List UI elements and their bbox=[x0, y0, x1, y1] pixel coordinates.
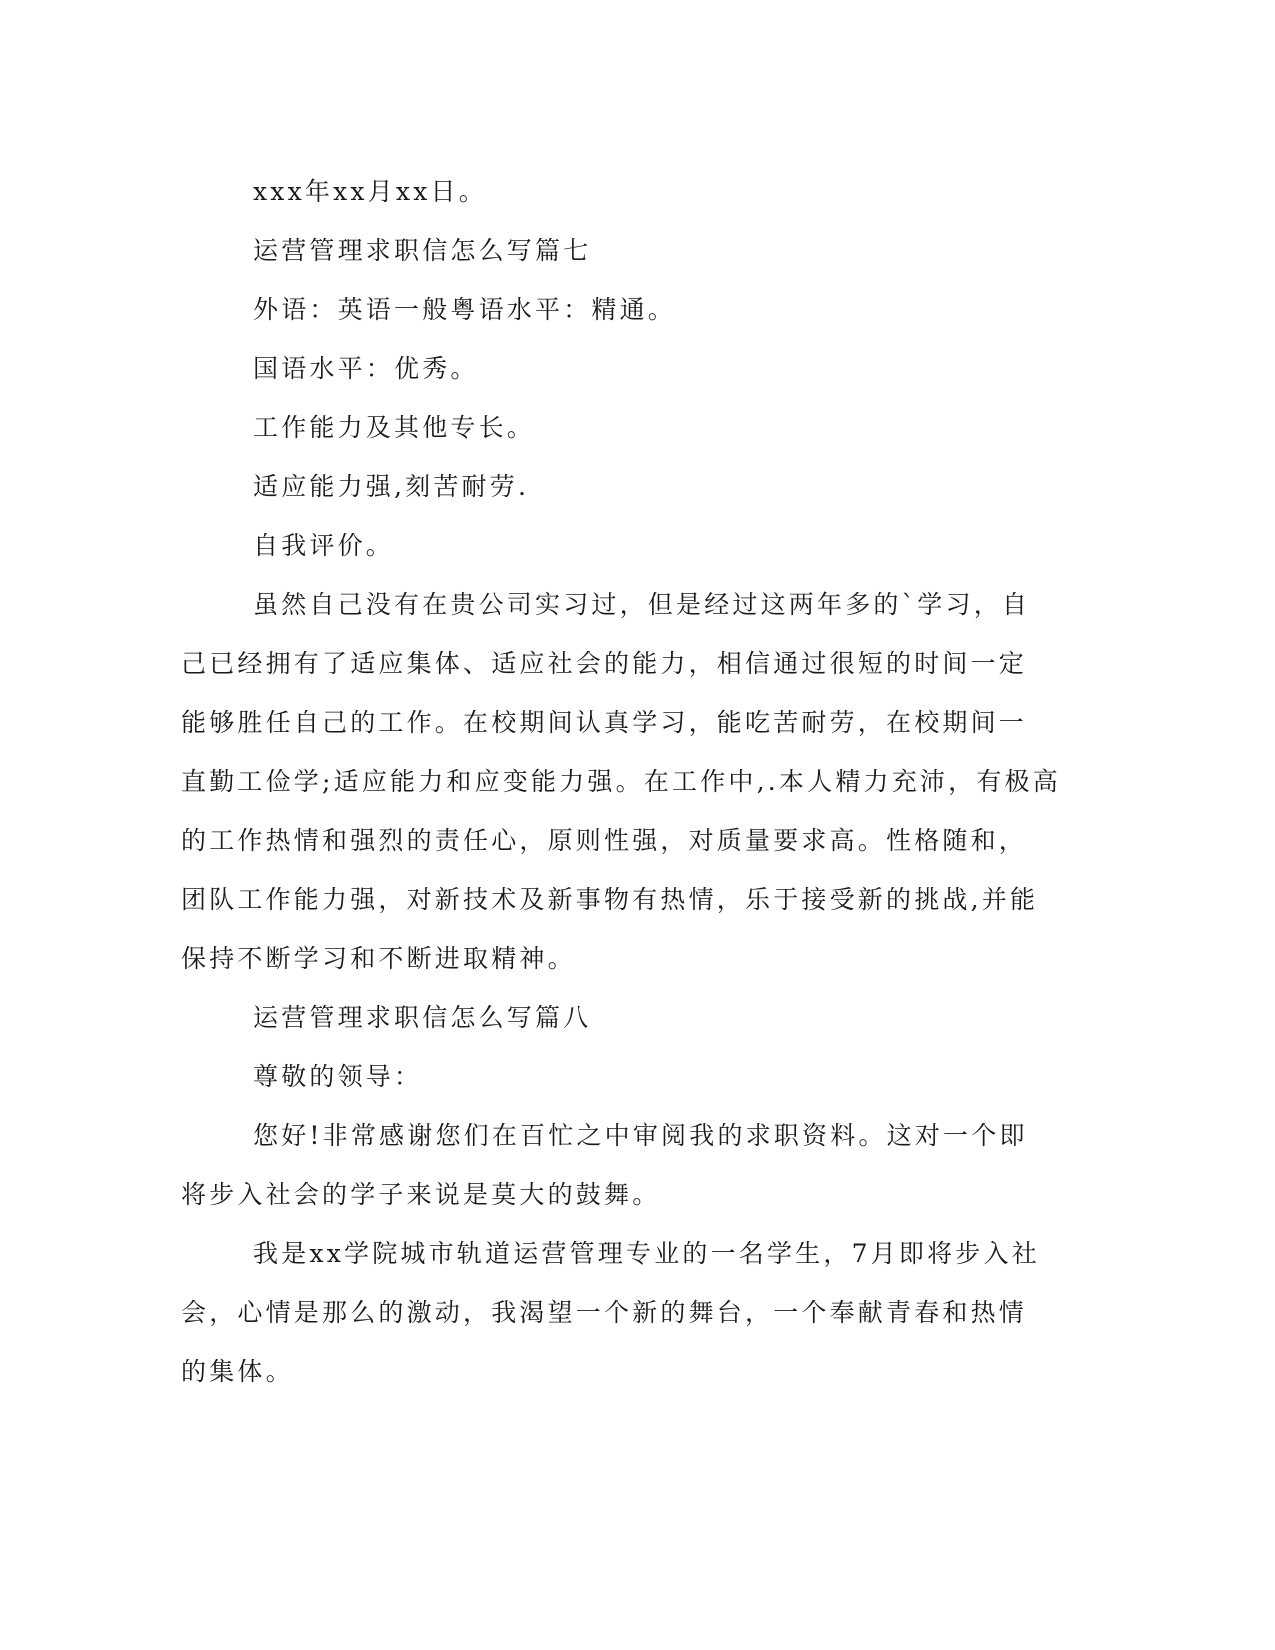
skills-line: 适应能力强,刻苦耐劳. bbox=[253, 472, 530, 501]
thanks-paragraph bbox=[181, 1106, 1041, 1224]
date-line: xxx年xx月xx日。 bbox=[253, 177, 487, 206]
paragraph-line: 直勤工俭学;适应能力和应变能力强。在工作中,.本人精力充沛，有极高 bbox=[181, 767, 1061, 796]
self-evaluation-heading: 自我评价。 bbox=[253, 531, 395, 560]
paragraph-line: 保持不断学习和不断进取精神。 bbox=[181, 944, 576, 973]
document-body bbox=[181, 162, 1061, 1401]
section-heading-7: 运营管理求职信怎么写篇七 bbox=[253, 236, 592, 265]
section-heading-8: 运营管理求职信怎么写篇八 bbox=[253, 1003, 592, 1032]
paragraph-line: 会，心情是那么的激动，我渴望一个新的舞台，一个奉献青春和热情 bbox=[181, 1298, 1028, 1327]
paragraph-line: 团队工作能力强，对新技术及新事物有热情，乐于接受新的挑战,并能 bbox=[181, 885, 1039, 914]
salutation: 尊敬的领导： bbox=[253, 1062, 423, 1091]
foreign-language-line: 外语：英语一般粤语水平：精通。 bbox=[253, 295, 677, 324]
paragraph-line: 将步入社会的学子来说是莫大的鼓舞。 bbox=[181, 1180, 661, 1209]
paragraph-line: 您好!非常感谢您们在百忙之中审阅我的求职资料。这对一个即 bbox=[253, 1121, 1028, 1150]
paragraph-line: 能够胜任自己的工作。在校期间认真学习，能吃苦耐劳，在校期间一 bbox=[181, 708, 1028, 737]
self-evaluation-paragraph bbox=[181, 575, 1061, 988]
paragraph-line: 我是xx学院城市轨道运营管理专业的一名学生，7月即将步入社 bbox=[253, 1239, 1040, 1268]
skills-heading: 工作能力及其他专长。 bbox=[253, 413, 536, 442]
paragraph-line: 的集体。 bbox=[181, 1357, 294, 1386]
mandarin-level-line: 国语水平：优秀。 bbox=[253, 354, 479, 383]
paragraph-line: 己已经拥有了适应集体、适应社会的能力，相信通过很短的时间一定 bbox=[181, 649, 1028, 678]
introduction-paragraph bbox=[181, 1224, 1041, 1401]
paragraph-line: 虽然自己没有在贵公司实习过，但是经过这两年多的`学习，自 bbox=[253, 590, 1031, 619]
paragraph-line: 的工作热情和强烈的责任心，原则性强，对质量要求高。性格随和， bbox=[181, 826, 1028, 855]
